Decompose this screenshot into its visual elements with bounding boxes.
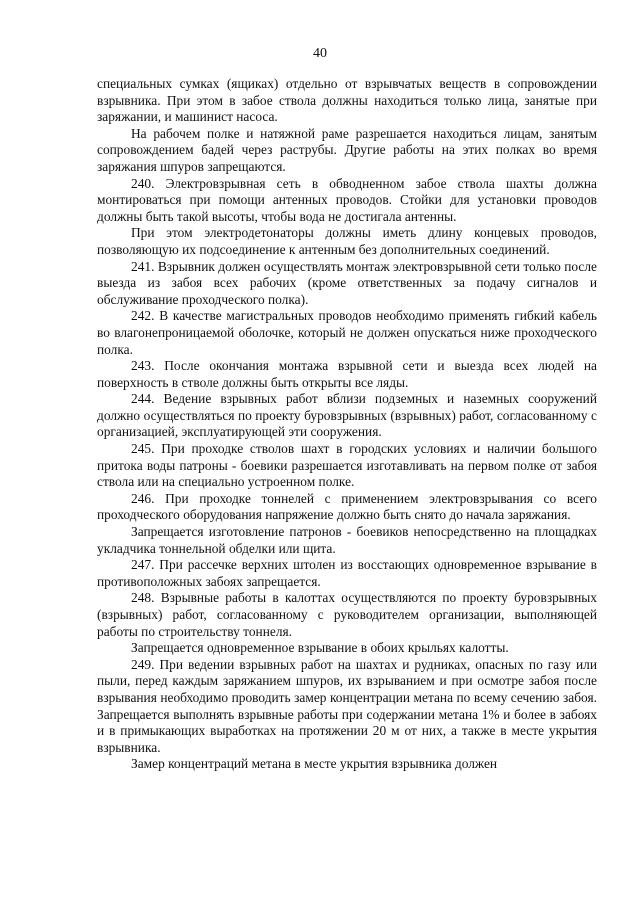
paragraph: 244. Ведение взрывных работ вблизи подземных и наземных сооружений должно осуществляться по проекту буровзрывных (взрывных) работ, согласованному с организацией, эксплуатирующей эти сооружения. xyxy=(97,391,597,440)
paragraph: При этом электродетонаторы должны иметь длину концевых проводов, позволяющую их подсоединение к антенным без дополнительных соединений. xyxy=(97,225,597,257)
paragraph: 243. После окончания монтажа взрывной сети и выезда всех людей на поверхность в стволе должны быть открыты все ляды. xyxy=(97,358,597,390)
paragraph: 246. При проходке тоннелей с применением электровзрывания со всего проходческого оборудования напряжение должно быть снято до начала заряжания. xyxy=(97,490,597,523)
paragraph: 240. Электровзрывная сеть в обводненном забое ствола шахты должна монтироваться при помощи антенных проводов. Стойки для установки проводов должны быть такой высоты, чтобы вода не достигала антенны. xyxy=(97,175,597,224)
paragraph: 248. Взрывные работы в калоттах осуществляются по проекту буровзрывных (взрывных) работ, согласованному с руководителем организации, выполняющей работы по строительству тоннеля. xyxy=(97,590,597,639)
paragraph: специальных сумках (ящиках) отдельно от взрывчатых веществ в сопровождении взрывника. При этом в забое ствола должны находиться только лица, занятые при заряжании, и машинист насоса. xyxy=(97,76,597,125)
paragraph: 242. В качестве магистральных проводов необходимо применять гибкий кабель во влагонепроницаемой оболочке, который не должен опускаться ниже проходческого полка. xyxy=(97,308,597,357)
page-number: 40 xyxy=(313,46,327,61)
paragraph: Замер концентраций метана в месте укрытия взрывника должен xyxy=(131,756,498,772)
paragraph: 249. При ведении взрывных работ на шахтах и рудниках, опасных по газу или пыли, перед каждым заряжанием шпуров, их взрыванием и при осмотре забоя после взрывания необходимо проводить замер концентрации метана по всему сечению забоя. Запрещается выполнять взрывные работы при содержании метана 1% и более в забоях и в примыкающих выработках на протяжении 20 м от них, а также в месте укрытия взрывника. xyxy=(97,656,597,755)
document-body xyxy=(97,76,597,773)
paragraph: 247. При рассечке верхних штолен из восстающих одновременное взрывание в противоположных забоях запрещается. xyxy=(97,557,597,589)
paragraph: 245. При проходке стволов шахт в городских условиях и наличии большого притока воды патроны - боевики разрешается изготавливать на первом полке от забоя ствола или на специально устроенном полке. xyxy=(97,441,597,490)
paragraph: Запрещается изготовление патронов - боевиков непосредственно на площадках укладчика тоннельной обделки или щита. xyxy=(97,524,597,556)
paragraph: Запрещается одновременное взрывание в обоих крыльях калотты. xyxy=(131,640,509,656)
paragraph: 241. Взрывник должен осуществлять монтаж электровзрывной сети только после выезда из забоя всех рабочих (кроме ответственных за подачу сигналов и обслуживание проходческого полка). xyxy=(97,258,597,307)
paragraph: На рабочем полке и натяжной раме разрешается находиться лицам, занятым сопровождением бадей через раструбы. Другие работы на этих полках во время заряжания шпуров запрещаются. xyxy=(97,125,597,174)
